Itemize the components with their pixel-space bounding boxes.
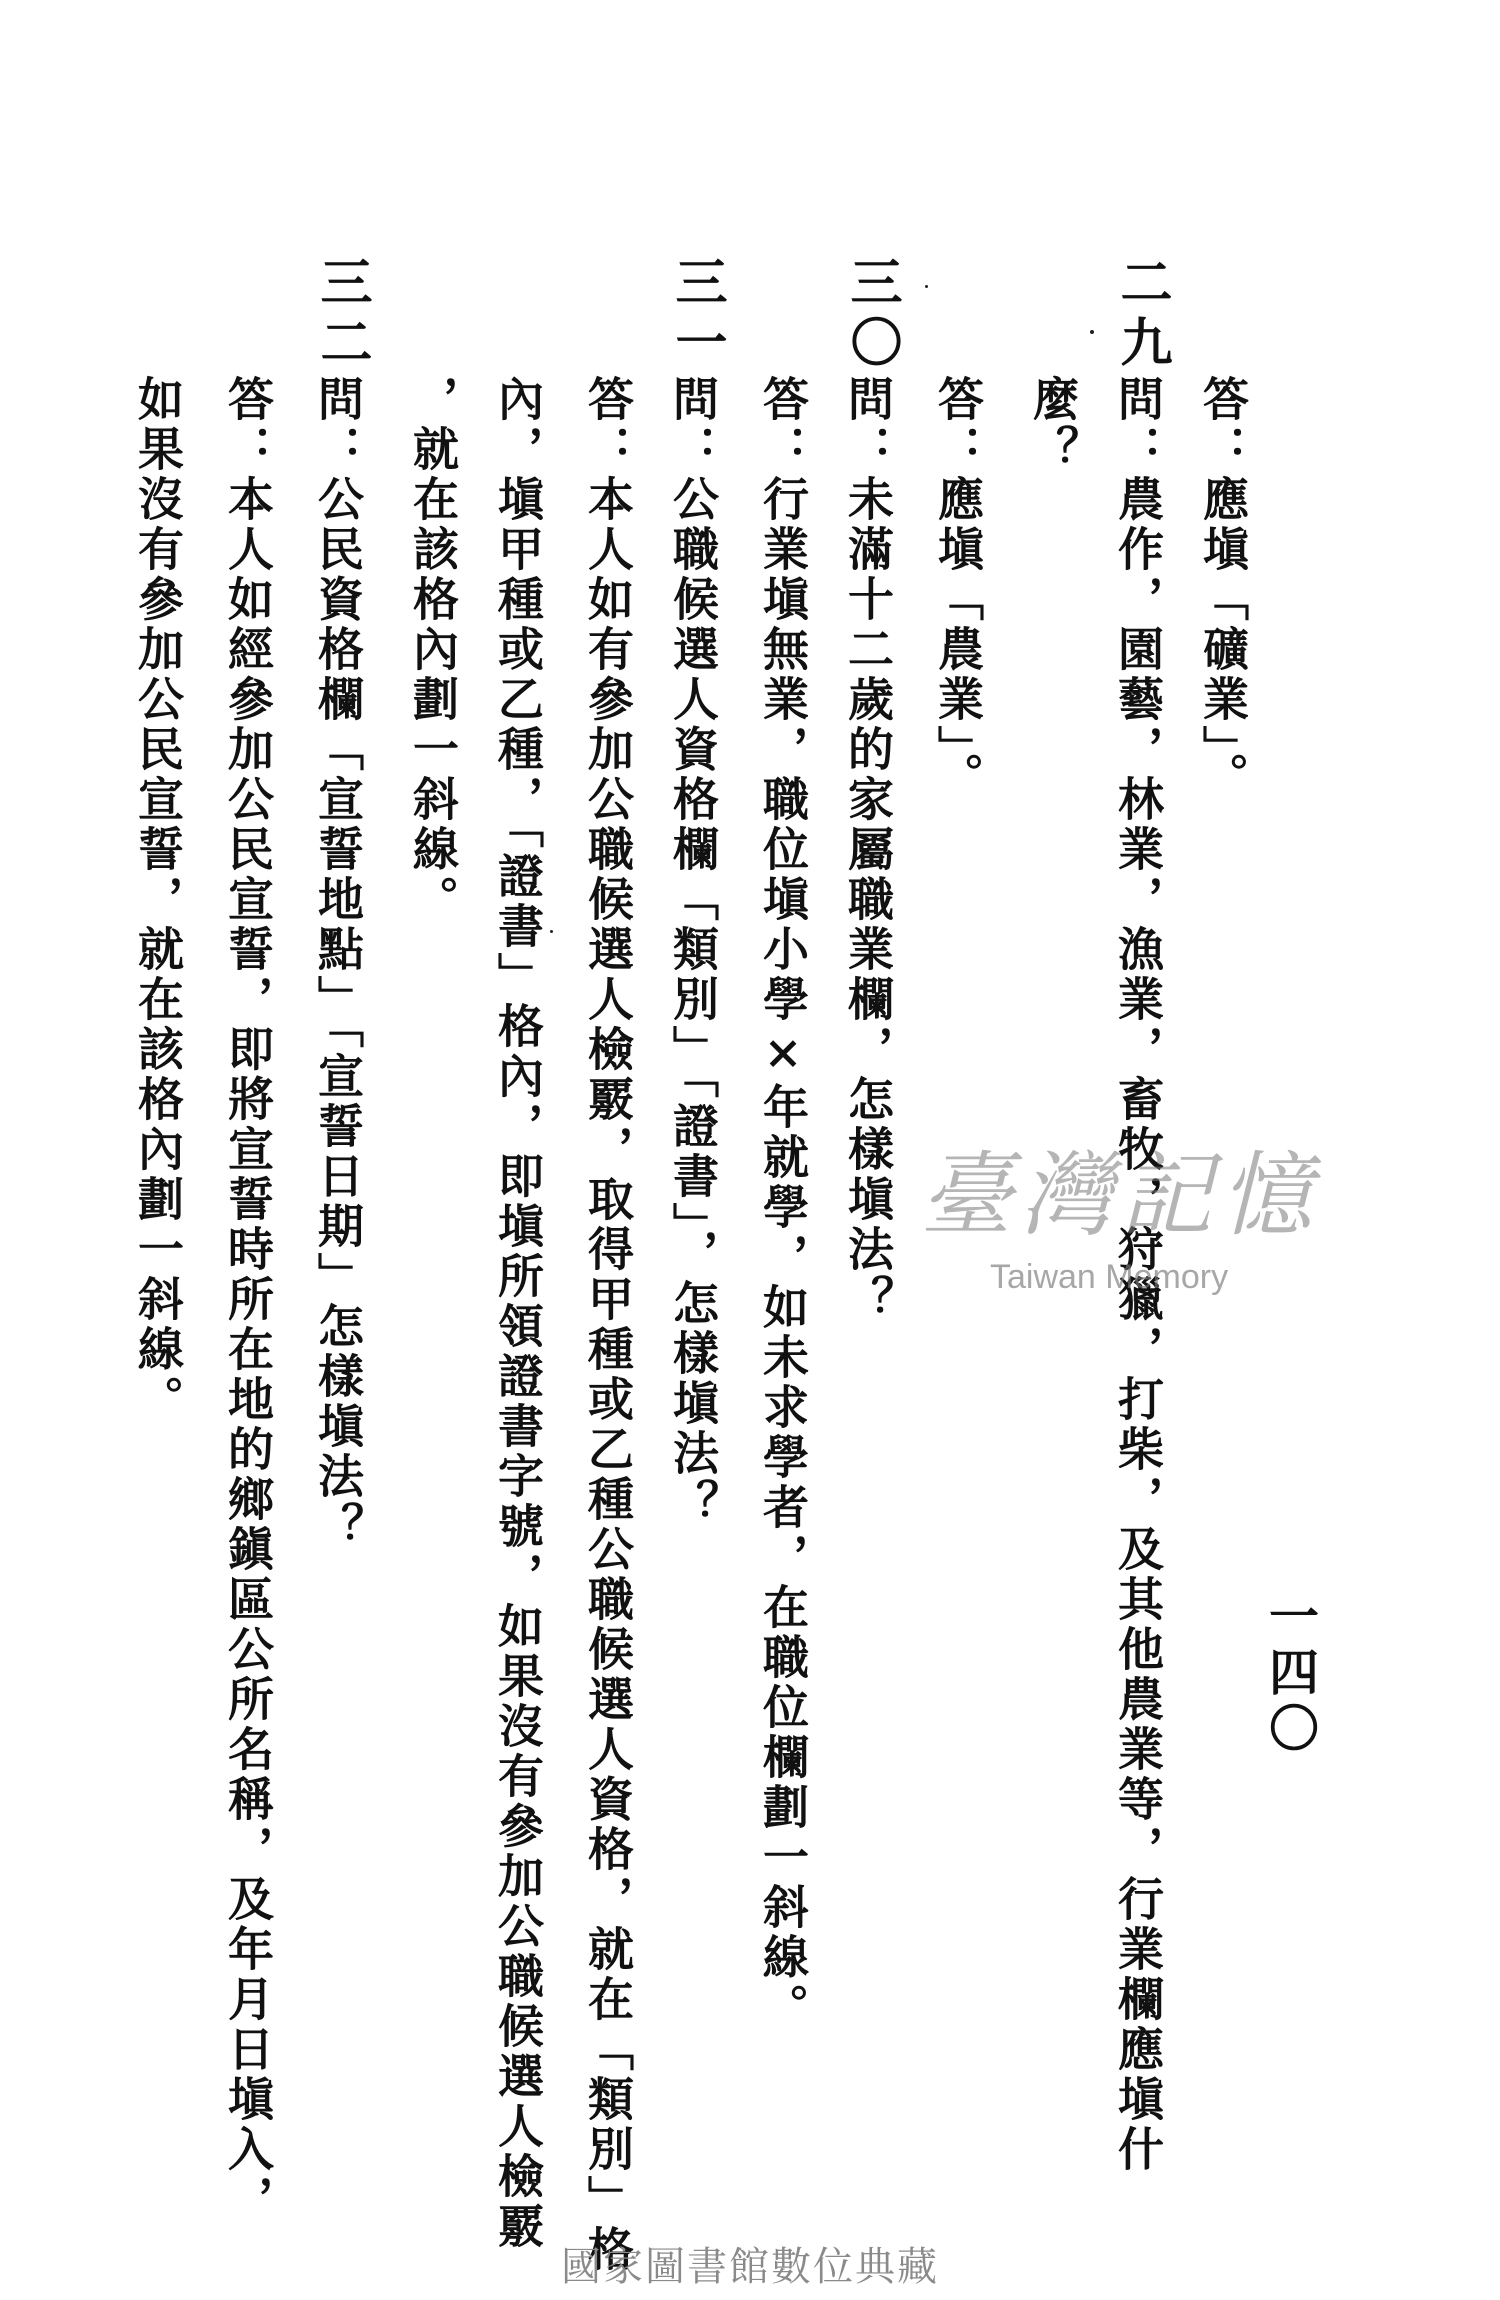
question-number-31: 三一 xyxy=(666,255,727,375)
scan-speck xyxy=(925,285,928,288)
text-column-6: 答：行業塡無業，職位塡小學×年就學，如未求學者，在職位欄劃一斜線。 xyxy=(756,375,810,2033)
watermark-main: 臺灣記憶 xyxy=(920,1142,1321,1249)
text-column-4: 答：應塡「農業」。 xyxy=(931,375,985,802)
scan-speck xyxy=(1090,330,1094,334)
text-column-3: 麼？ xyxy=(1026,375,1080,475)
text-column-7: 問：公職候選人資格欄「類別」「證書」，怎樣塡法？ xyxy=(666,375,720,1529)
question-number-30: 三〇 xyxy=(841,255,902,375)
text-column-12: 答：本人如經參加公民宣誓，即將宣誓時所在地的鄉鎭區公所名稱，及年月日塡入， xyxy=(221,375,275,2225)
text-column-11: 問：公民資格欄「宣誓地點」「宣誓日期」怎樣塡法？ xyxy=(311,375,365,1552)
footer-collection-label: 國家圖書館數位典藏 xyxy=(561,2244,939,2290)
text-column-9: 內，塡甲種或乙種，「證書」格內，即塡所領證書字號，如果沒有參加公職候選人檢覈 xyxy=(491,375,545,2252)
text-column-8: 答：本人如有參加公職候選人檢覈，取得甲種或乙種公職候選人資格，就在「類別」格 xyxy=(581,375,635,2275)
scan-speck xyxy=(550,930,553,933)
text-column-5: 問：未滿十二歲的家屬職業欄，怎樣塡法？ xyxy=(841,375,895,1325)
text-column-10: ，就在該格內劃一斜線。 xyxy=(406,375,460,925)
question-number-32: 三二 xyxy=(311,255,372,375)
page-number: 一四〇 xyxy=(1261,1590,1320,1758)
watermark-sub: Taiwan Memory xyxy=(990,1258,1229,1296)
text-column-13: 如果沒有參加公民宣誓，就在該格內劃一斜線。 xyxy=(131,375,185,1425)
question-number-29: 二九 xyxy=(1111,255,1172,375)
text-column-2: 問：農作，園藝，林業，漁業，畜牧，狩獵，打柴，及其他農業等，行業欄應塡什 xyxy=(1111,375,1165,2175)
text-column-1: 答：應塡「礦業」。 xyxy=(1196,375,1250,802)
